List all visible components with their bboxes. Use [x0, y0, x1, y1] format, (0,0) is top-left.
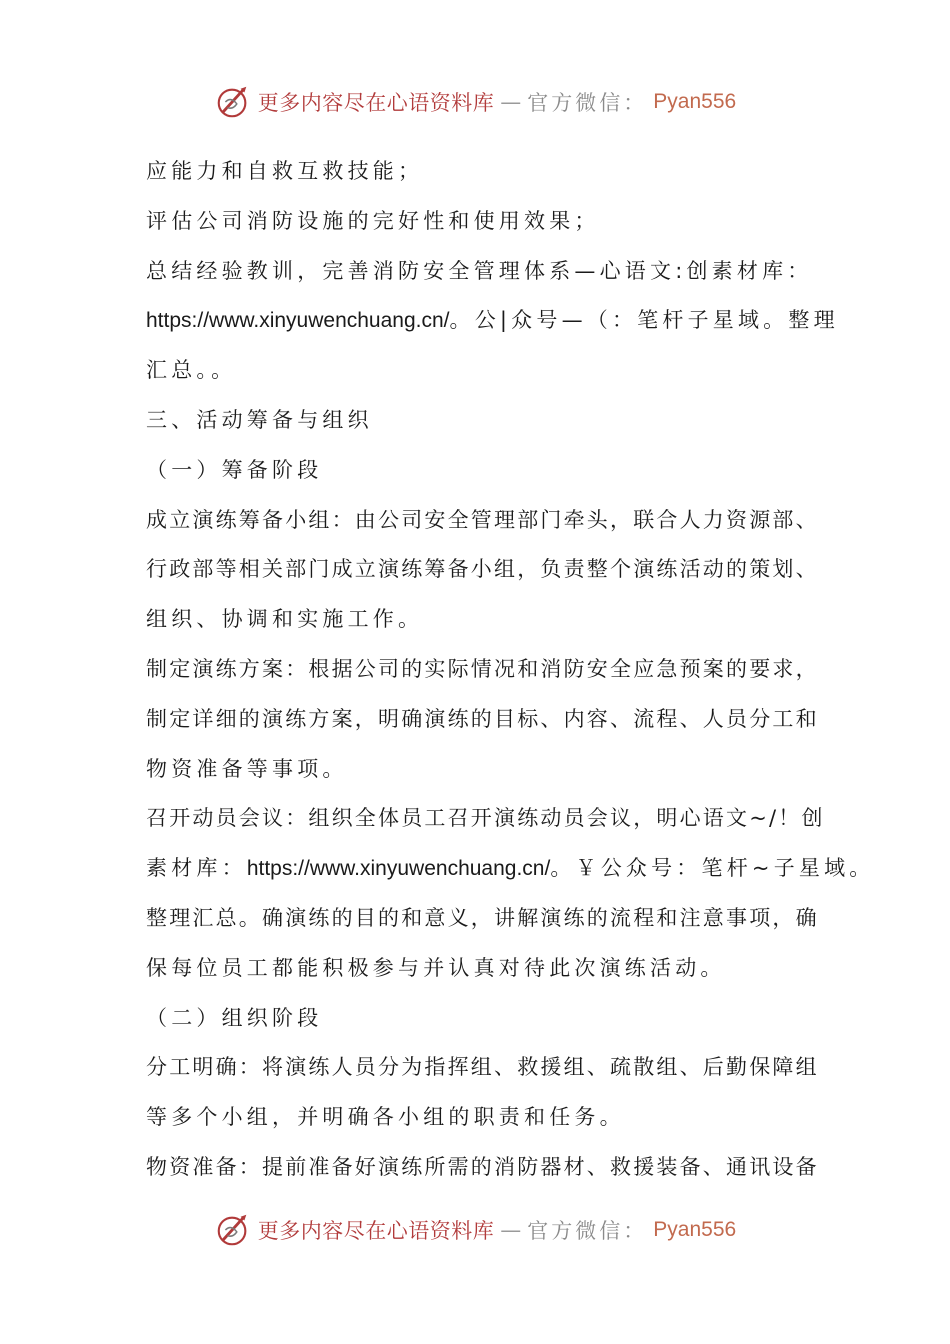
text-line: 成立演练筹备小组：由公司安全管理部门牵头，联合人力资源部、 [146, 507, 819, 532]
text-line: 等多个小组，并明确各小组的职责和任务。 [146, 1105, 625, 1130]
text-line: 召开动员会议：组织全体员工召开演练动员会议，明心语文~/！创 [146, 806, 825, 831]
footer-watermark [0, 1208, 950, 1252]
url-link[interactable]: https://www.xinyuwenchuang.cn/ [146, 309, 450, 333]
watermark-dash: — [500, 1218, 522, 1242]
text-segment: 。公|众号—（：笔杆子星域。整理 [449, 308, 839, 333]
subsection-heading: （一）筹备阶段 [146, 457, 323, 482]
text-line: 物资准备：提前准备好演练所需的消防器材、救援装备、通讯设备 [146, 1154, 819, 1179]
watermark-brand: 更多内容尽在心语资料库 [257, 1219, 495, 1243]
text-line: 组织、协调和实施工作。 [146, 607, 424, 632]
header-watermark [0, 80, 950, 124]
document-body [146, 147, 875, 1193]
watermark-brand: 更多内容尽在心语资料库 [257, 91, 495, 115]
text-line: 物资准备等事项。 [146, 756, 348, 781]
section-heading: 三、活动筹备与组织 [146, 407, 373, 432]
text-line: 汇总。。 [146, 358, 237, 383]
url-link[interactable]: https://www.xinyuwenchuang.cn/ [246, 857, 551, 881]
text-segment: 素材库： [146, 856, 247, 881]
brand-logo-icon [214, 83, 252, 121]
watermark-wechat-label: 官方微信： [527, 1219, 648, 1243]
text-line: 保每位员工都能积极参与并认真对待此次演练活动。 [146, 955, 726, 980]
text-line: 评估公司消防设施的完好性和使用效果； [146, 208, 600, 233]
text-line: 应能力和自救互救技能； [146, 159, 424, 183]
text-line: 分工明确：将演练人员分为指挥组、救援组、疏散组、后勤保障组 [146, 1055, 819, 1080]
text-line: 制定演练方案：根据公司的实际情况和消防安全应急预案的要求， [146, 656, 819, 681]
text-segment: 。￥公众号：笔杆~子星域。 [550, 856, 875, 881]
watermark-wechat-label: 官方微信： [527, 91, 648, 115]
text-line: 整理汇总。确演练的目的和意义，讲解演练的流程和注意事项，确 [146, 905, 819, 930]
text-line: 制定详细的演练方案，明确演练的目标、内容、流程、人员分工和 [146, 706, 819, 731]
brand-logo-icon [214, 1211, 252, 1249]
subsection-heading: （二）组织阶段 [146, 1005, 323, 1030]
watermark-dash: — [500, 90, 522, 114]
text-line: 行政部等相关部门成立演练筹备小组，负责整个演练活动的策划、 [146, 557, 819, 582]
text-line-with-url [146, 296, 839, 346]
watermark-wechat-id: Pyan556 [653, 1218, 737, 1241]
watermark-wechat-id: Pyan556 [653, 90, 737, 113]
text-line-with-url [146, 844, 875, 894]
text-line: 总结经验教训，完善消防安全管理体系—心语文:创素材库： [146, 258, 813, 283]
